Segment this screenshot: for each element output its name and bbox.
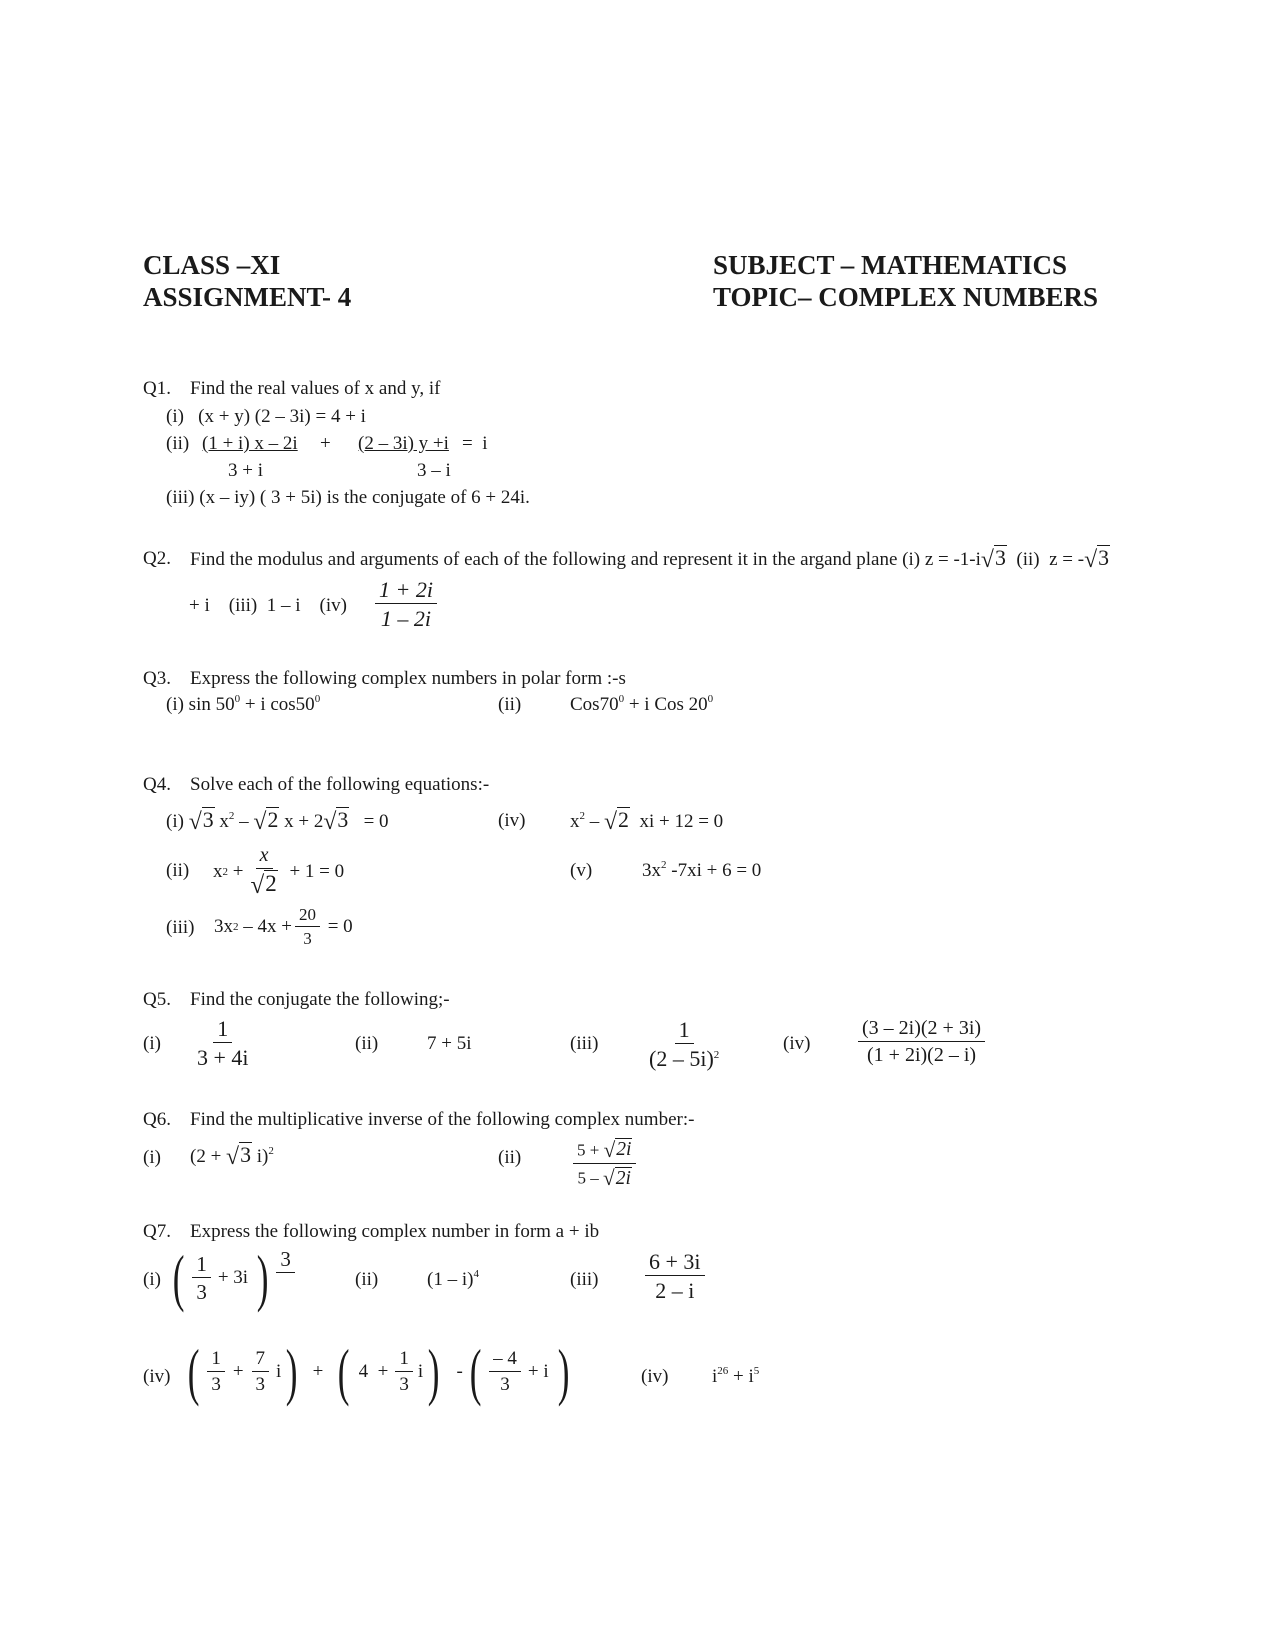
- q5-text: Find the conjugate the following;-: [190, 989, 450, 1010]
- q3-part-ii-label: (ii): [498, 694, 522, 715]
- q4-part-v: $3x^2$ -7xi + 6 = 0: [642, 859, 762, 881]
- right-paren: ): [256, 1242, 269, 1313]
- q6-part-i: (2 + √3 i)$^2$: [190, 1143, 274, 1170]
- q1-part-i: (i) (x + y) (2 – 3i) = 4 + i: [166, 406, 366, 427]
- q5-part-ii-value: 7 + 5i: [427, 1033, 472, 1054]
- q5-part-ii-label: (ii): [355, 1033, 379, 1054]
- q7-part-iv-label: (iv): [143, 1366, 171, 1387]
- left-paren: (: [172, 1242, 185, 1313]
- q5-part-iii-fraction: $\frac{1}{(2 - 5i)^2}$: [649, 1017, 720, 1072]
- q7-part-v-label: (iv): [641, 1366, 669, 1387]
- q7-part-v: $i^{26} + i^5$: [712, 1365, 760, 1387]
- q1-ii-plus: +: [320, 433, 331, 454]
- sqrt-3-radical: √3: [226, 1143, 252, 1170]
- q5-part-i-label: (i): [143, 1033, 161, 1054]
- q7-part-iii-fraction: $\frac{6 + 3i}{2 - i}$: [642, 1250, 708, 1302]
- q2-text-b: (ii) z = -: [1016, 549, 1085, 570]
- q1-ii-equals: = i: [462, 433, 488, 454]
- q2-line2: + i (iii) 1 – i (iv): [189, 595, 347, 616]
- q6-text: Find the multiplicative inverse of the following complex number:-: [190, 1109, 695, 1130]
- q3-label: Q3.: [143, 668, 171, 689]
- q2-fraction: $\frac{1 + 2i}{1 - 2i}$: [372, 578, 440, 630]
- sqrt-2-radical: √2: [250, 871, 277, 899]
- q6-label: Q6.: [143, 1109, 171, 1130]
- q5-part-i-fraction: $\frac{1}{3 + 4i}$: [197, 1016, 249, 1071]
- topic-label: TOPIC– COMPLEX NUMBERS: [713, 282, 1099, 312]
- q4-part-iii-label: (iii): [166, 917, 195, 938]
- q4-part-iv-label: (iv): [498, 810, 526, 831]
- q1-ii-denominator-1: 3 + i: [228, 460, 263, 481]
- q3-part-i: (i) $\sin 50^0 + i$ $\cos 50^0$: [166, 693, 321, 715]
- q1-label: Q1.: [143, 378, 171, 399]
- q2-label: Q2.: [143, 548, 171, 569]
- q4-text: Solve each of the following equations:-: [190, 774, 490, 795]
- q1-part-iii: (iii) (x – iy) ( 3 + 5i) is the conjugate of 6 + 24i.: [166, 487, 530, 508]
- q3-part-ii: $Cos70^0 + i$ Cos $20^0$: [570, 693, 714, 715]
- sqrt-3-radical: √3: [980, 546, 1006, 573]
- q6-part-ii-label: (ii): [498, 1147, 522, 1168]
- q1-ii-denominator-2: 3 – i: [417, 460, 451, 481]
- q4-part-iv: $x^2 - √2$ xi + 12 = 0: [570, 808, 724, 835]
- subject-label: SUBJECT – MATHEMATICS: [713, 250, 1068, 280]
- q7-part-i: ( $\frac{1}{3}$ + 3i ) 3: [168, 1246, 298, 1310]
- left-paren: (: [338, 1336, 350, 1407]
- q5-part-iv-label: (iv): [783, 1033, 811, 1054]
- assignment-label: ASSIGNMENT- 4: [143, 282, 352, 312]
- q7-text: Express the following complex number in form a + ib: [190, 1221, 600, 1242]
- q7-part-ii: (1 – i)$^4$: [427, 1268, 479, 1290]
- q1-ii-numerator-1: (1 + i) x – 2i: [202, 433, 298, 454]
- q4-part-ii-label: (ii): [166, 860, 190, 881]
- sqrt-2-radical: √2: [604, 808, 629, 835]
- q2-line1: [190, 546, 1110, 574]
- q4-part-iii: 3x 2 – 4x + $\frac{20}{3}$ = 0: [214, 905, 353, 948]
- q6-part-ii-fraction: $\frac{5 + √2i}{5 - √2i}$: [570, 1139, 639, 1190]
- q7-part-iv: ( $\frac{1}{3}$ + $\frac{7}{3}$ i ) + ( 4 + $\frac{1}{3}$ i ) - ( $\frac{- 4}{3}$ + i ): [187, 1336, 570, 1407]
- q1-part-ii-label: (ii): [166, 433, 190, 454]
- sqrt-3-radical: √3: [188, 808, 214, 835]
- q7-part-ii-label: (ii): [355, 1269, 379, 1290]
- sqrt-2-radical: √2: [253, 808, 279, 835]
- q5-label: Q5.: [143, 989, 171, 1010]
- sqrt-2-radical: √2i: [603, 1138, 632, 1162]
- q7-part-i-label: (i): [143, 1269, 161, 1290]
- q5-part-iv-fraction: $\frac{(3 - 2i)(2 + 3i)}{(1 + 2i)(2 - i)}$: [855, 1018, 988, 1066]
- sqrt-3-radical: √3: [323, 808, 349, 835]
- left-paren: (: [469, 1336, 482, 1407]
- q4-part-ii: x 2 + $\frac{x}{√2}$ + 1 = 0: [213, 844, 345, 899]
- left-paren: (: [187, 1336, 200, 1407]
- sqrt-3-radical: √3: [1084, 546, 1110, 573]
- q7-part-iii-label: (iii): [570, 1269, 599, 1290]
- q3-text: Express the following complex numbers in polar form :-s: [190, 668, 626, 689]
- q4-part-v-label: (v): [570, 860, 593, 881]
- right-paren: ): [427, 1336, 440, 1407]
- class-label: CLASS –XI: [143, 250, 281, 280]
- q1-ii-numerator-2: (2 – 3i) y +i: [358, 433, 449, 454]
- right-paren: ): [286, 1336, 298, 1407]
- sqrt-2-radical: √2i: [603, 1166, 631, 1191]
- right-paren: ): [557, 1336, 570, 1407]
- q5-part-iii-label: (iii): [570, 1033, 599, 1054]
- q2-text-a: Find the modulus and arguments of each of the following and represent it in the argand plane (i) z = -1-i: [190, 549, 981, 570]
- q1-text: Find the real values of x and y, if: [190, 378, 441, 399]
- q4-part-i: (i) √3 $x^2 - √2$ x + 2√3 = 0: [166, 808, 389, 835]
- q7-label: Q7.: [143, 1221, 171, 1242]
- q4-label: Q4.: [143, 774, 171, 795]
- q6-part-i-label: (i): [143, 1147, 161, 1168]
